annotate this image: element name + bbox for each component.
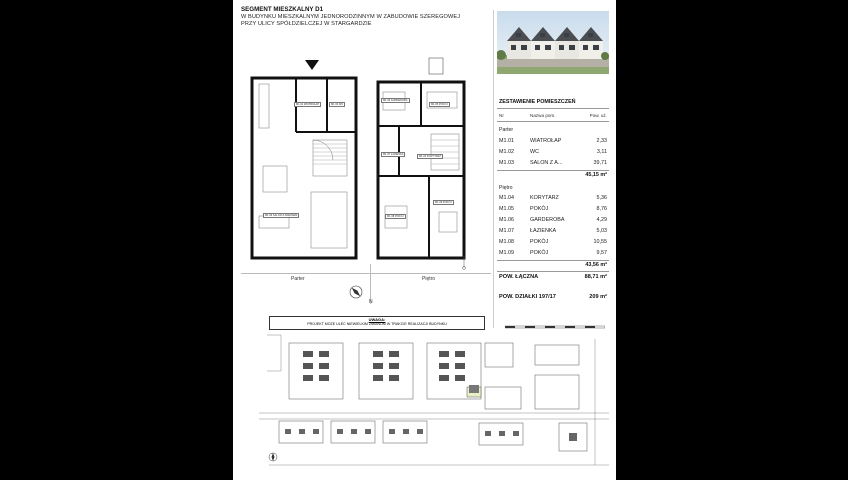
note-body: PROJEKT MOŻE ULEC NIEWIELKIM ZMIANOM W TRAKCIE REALIZACJI BUDYNKU [307,322,447,326]
table-row [497,158,609,169]
table-rule [497,170,609,171]
room-tag-m108: M1.08 POKÓJ [387,215,404,218]
table-row [497,193,609,204]
room-tag-m105: M1.05 POKÓJ [431,103,448,106]
row-area: 2,33 [596,138,607,144]
row-name: POKÓJ [530,250,549,256]
row-nr: M1.09 [499,250,514,256]
row-nr: M1.08 [499,239,514,245]
row-area: 10,55 [593,239,607,245]
room-tag-m102: M1.02 WC [331,103,344,106]
table-row [497,248,609,259]
row-nr: M1.05 [499,206,514,212]
row-name: WIATROŁAP [530,138,562,144]
room-tag-m104: M1.04 KORYTARZ [419,155,441,158]
scale-bar [505,318,605,324]
row-area: 8,76 [596,206,607,212]
table-rule [497,260,609,261]
room-tag-m106: M1.06 GARDEROBA [383,99,408,102]
total-value: 88,71 m² [584,274,607,280]
row-area: 5,03 [596,228,607,234]
room-tag-m101: M1.01 WIATROŁAP [296,103,320,106]
subtitle-line-1: W BUDYNKU MIESZKALNYM JEDNORODZINNYM W ZABUDOWIE SZEREGOWEJ [241,14,461,20]
table-rule [497,271,609,272]
plan-sheet [233,0,616,480]
table-title: ZESTAWIENIE POMIESZCZEŃ [499,99,576,105]
table-row [497,136,609,147]
compass-label: N [369,299,373,305]
entrance-arrow-icon [305,60,319,70]
room-tag-m107: M1.07 ŁAZIENKA [383,153,404,156]
col-header-nr: Nr [499,113,504,118]
first-floor-plan [373,56,493,270]
row-nr: M1.04 [499,195,514,201]
table-row [497,204,609,215]
site-plan [259,331,609,473]
first-floor-caption: Piętro [422,276,436,282]
table-row [497,147,609,158]
plot-value: 209 m² [589,294,607,300]
plan-divider [241,273,491,274]
row-nr: M1.01 [499,138,514,144]
row-nr: M1.07 [499,228,514,234]
plot-label: POW. DZIAŁKI 197/17 [499,294,556,300]
section-ground: Parter [499,127,514,133]
row-name: SALON Z A... [530,160,563,166]
row-name: ŁAZIENKA [530,228,557,234]
room-tag-m103: M1.03 SALON Z ANEKSEM [265,214,298,217]
note-box [269,316,485,330]
table-row [497,215,609,226]
ground-floor-caption: Parter [291,276,305,282]
ground-floor-plan [247,56,367,266]
table-rule [497,108,609,109]
subtitle-line-2: PRZY ULICY SPÓŁDZIELCZEJ W STARGARDZIE [241,21,372,27]
row-area: 5,36 [596,195,607,201]
table-row [497,237,609,248]
row-name: POKÓJ [530,239,549,245]
row-area: 3,11 [596,149,607,155]
table-row [497,226,609,237]
table-rule [497,121,609,122]
first-sum: 43,56 m² [585,262,607,268]
room-tag-m109: M1.09 POKÓJ [435,201,452,204]
ground-sum: 45,15 m² [585,172,607,178]
building-rendering [497,11,609,74]
row-name: GARDEROBA [530,217,565,223]
total-label: POW. ŁĄCZNA [499,274,539,280]
note-title: UWAGA: [368,317,386,322]
row-area: 39,71 [593,160,607,166]
row-name: POKÓJ [530,206,549,212]
row-nr: M1.06 [499,217,514,223]
row-name: WC [530,149,539,155]
section-first: Piętro [499,185,513,191]
row-area: 4,29 [596,217,607,223]
row-nr: M1.02 [499,149,514,155]
table-panel-divider [493,10,494,328]
row-area: 9,57 [596,250,607,256]
segment-title: SEGMENT MIESZKALNY D1 [241,6,324,13]
row-name: KORYTARZ [530,195,559,201]
row-nr: M1.03 [499,160,514,166]
col-header-area: Pow. uż. [589,113,607,118]
col-header-name: Nazwa pom. [530,113,556,118]
